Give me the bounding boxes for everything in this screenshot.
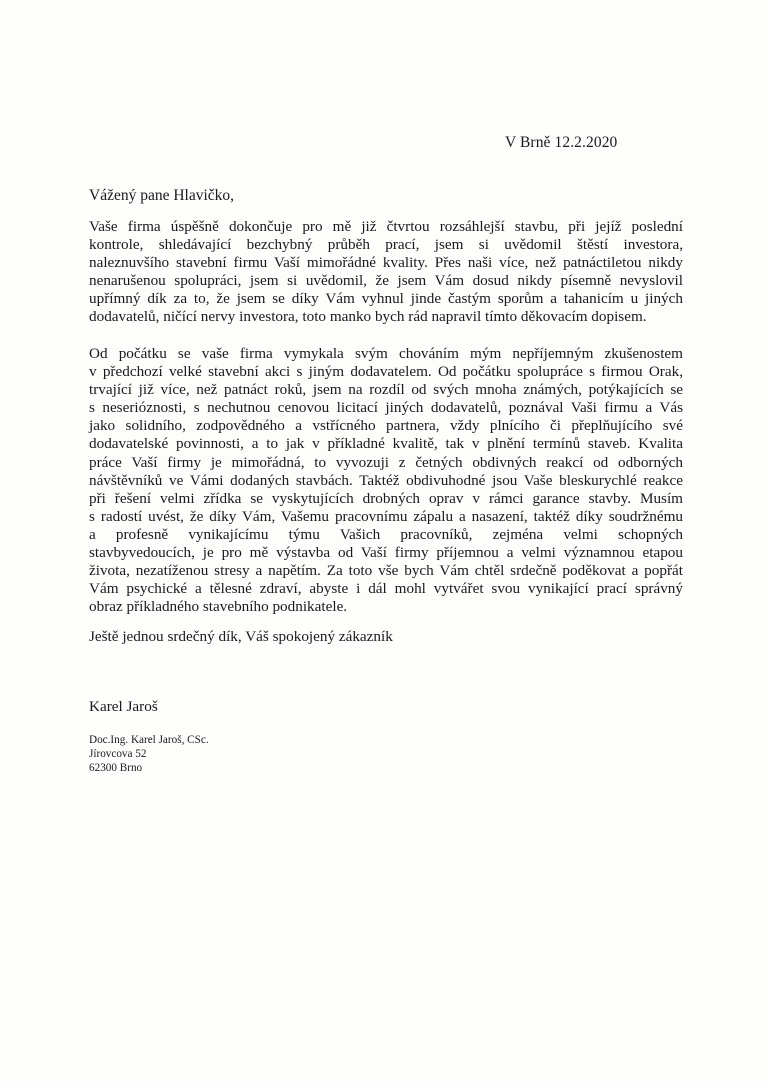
text-line: upřímný dík za to, že jsem se díky Vám vyhnul jinde častým sporům a tahanicím u jiných — [89, 290, 683, 308]
text-line: trvající již více, než patnáct roků, jsem na rozdíl od svých mnoha známých, potýkajících se — [89, 381, 683, 399]
text-line: v předchozí velké stavební akci s jiným dodavatelem. Od počátku spolupráce s firmou Orak, — [89, 363, 683, 381]
text-line: naleznuvšího stavební firmu Vaší mimořádné kvality. Přes naši více, než patnáctiletou nikdy — [89, 254, 683, 272]
salutation: Vážený pane Hlavičko, — [89, 187, 235, 204]
text-line: Vám psychické a tělesné zdraví, abyste i dál mohl vytvářet svou vynikající prací správný — [89, 580, 683, 598]
text-line: Vaše firma úspěšně dokončuje pro mě již čtvrtou rozsáhlejší stavbu, při jejíž poslední — [89, 218, 683, 235]
text-line: s neserióznosti, s nechutnou cenovou licitací jiných dodavatelů, poznával Vaši firmu a Vás — [89, 399, 683, 417]
text-line: stavbyvedoucích, je pro mě výstavba od Vaší firmy příjemnou a velmi významnou etapou — [89, 544, 683, 562]
text-line: dodavatelské povinnosti, a to jak v příkladné kvalitě, tak v plnění termínů staveb. Kvalita — [89, 435, 683, 453]
sender-address — [89, 733, 209, 776]
closing-line: Ještě jednou srdečný dík, Váš spokojený zákazník — [89, 628, 393, 645]
address-street: Jírovcova 52 — [89, 748, 147, 761]
signature-name: Karel Jaroš — [89, 698, 158, 715]
text-line: kontrole, shledávající bezchybný průběh prací, jsem si uvědomil štěstí investora, — [89, 236, 683, 254]
text-line: při řešení velmi zřídka se vyskytujících drobných oprav v rámci garance stavby. Musím — [89, 489, 683, 507]
address-city: 62300 Brno — [89, 762, 143, 775]
paragraph-2 — [89, 345, 683, 616]
text-line: dodavatelů, ničící nervy investora, toto manko bych rád napravil tímto děkovacím dopisem. — [89, 308, 647, 326]
text-line: nenarušenou spolupráci, jsem si uvědomil, že jsem Vám dosud nikdy písemně nevyslovil — [89, 272, 683, 290]
text-line: obraz příkladného stavebního podnikatele. — [89, 598, 348, 616]
paragraph-1 — [89, 218, 683, 327]
text-line: a profesně vynikajícímu týmu Vašich pracovníků, zejména velmi schopných — [89, 525, 683, 543]
address-name: Doc.Ing. Karel Jaroš, CSc. — [89, 734, 209, 746]
text-line: práce Vaší firmy je mimořádná, to vyvozuji z četných obdivných reakcí od odborných — [89, 453, 683, 471]
text-line: s radostí uvést, že díky Vám, Vašemu pracovnímu zápalu a nasazení, taktéž díky soudržnému — [89, 507, 683, 525]
text-line: života, nezatíženou stresy a napětím. Za toto vše bych Vám chtěl srdečně poděkovat a popřát — [89, 562, 683, 580]
text-line: jako solidního, zodpovědného a vstřícného partnera, vždy plnícího či přeplňujícího své — [89, 417, 683, 435]
letter-date: V Brně 12.2.2020 — [505, 134, 618, 151]
text-line: Od počátku se vaše firma vymykala svým chováním mým nepříjemným zkušenostem — [89, 345, 683, 362]
text-line: návštěvníků ve Vámi dodaných stavbách. Taktéž obdivuhodné jsou Vaše bleskurychlé reakce — [89, 471, 683, 489]
